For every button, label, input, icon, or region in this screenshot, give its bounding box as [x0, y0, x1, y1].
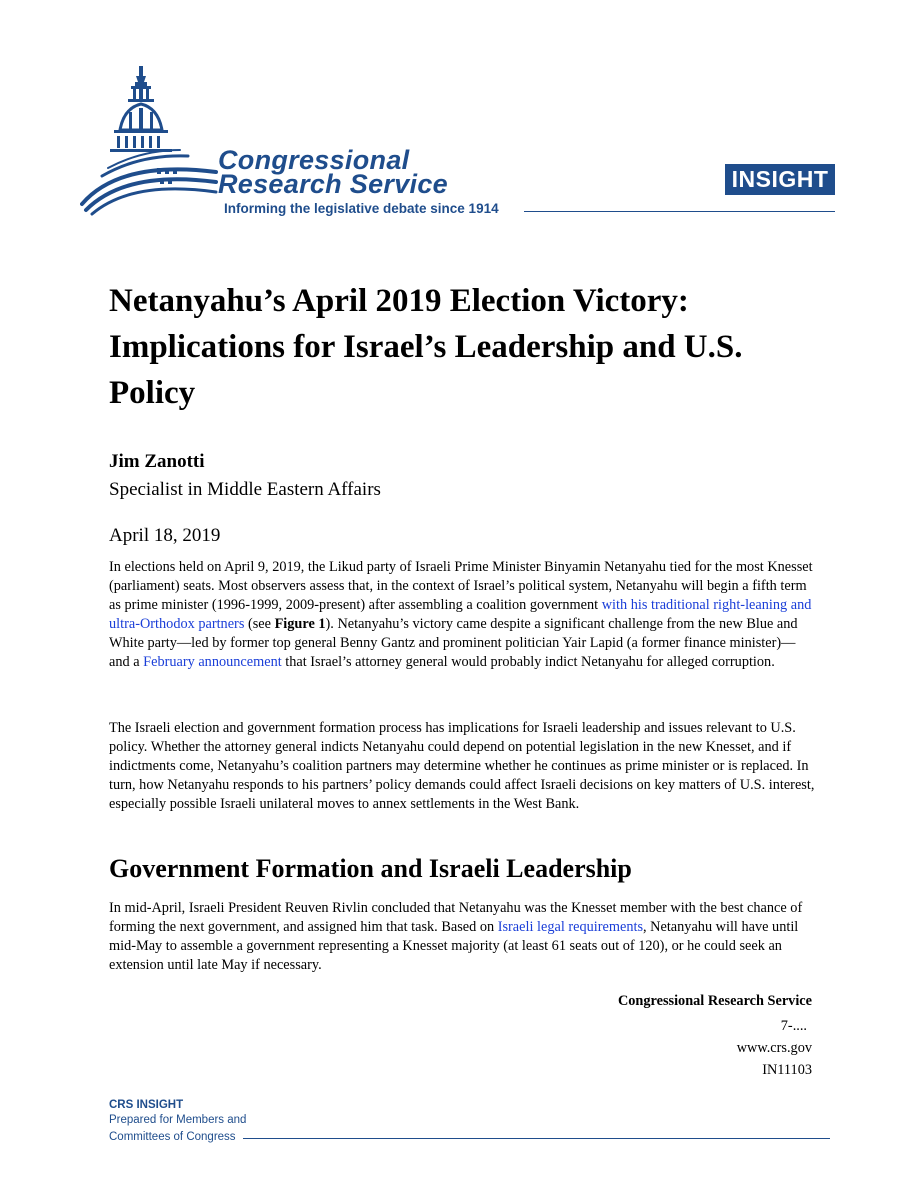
- footer-website: www.crs.gov: [736, 1040, 812, 1056]
- page-title: Netanyahu’s April 2019 Election Victory: Implications for Israel’s Leadership and U.S. Policy: [109, 283, 743, 411]
- author-role: Specialist in Middle Eastern Affairs: [109, 479, 381, 500]
- footer-doc-code: 7-....: [780, 1018, 807, 1034]
- footer-divider: [243, 1138, 830, 1139]
- paragraph-intro: [109, 558, 816, 672]
- footer-prepared-line1: Prepared for Members and: [109, 1114, 247, 1126]
- paragraph-text: In mid-April, Israeli President Reuven Rivlin concluded that Netanyahu was the Knesset member with the best chance of forming the next government, and assigned him that task. Based on: [109, 900, 803, 935]
- capitol-dome-icon: [80, 64, 222, 216]
- footer-crs-insight: CRS INSIGHT: [109, 1099, 184, 1111]
- section-heading: Government Formation and Israeli Leadership: [109, 854, 632, 883]
- footer-org-name: Congressional Research Service: [617, 993, 812, 1009]
- header-divider: [524, 211, 835, 212]
- link-coalition-partners[interactable]: with his traditional right-leaning and ultra-Orthodox partners: [109, 597, 812, 632]
- paragraph-government-formation: [109, 899, 816, 975]
- insight-badge: INSIGHT: [725, 164, 835, 195]
- link-february-announcement[interactable]: February announcement: [143, 654, 282, 670]
- footer-prepared-line2: Committees of Congress: [109, 1131, 236, 1143]
- paragraph-text: that Israel’s attorney general would probably indict Netanyahu for alleged corruption.: [281, 654, 775, 670]
- link-israeli-legal-requirements[interactable]: Israeli legal requirements: [497, 919, 644, 935]
- paragraph-implications: The Israeli election and government formation process has implications for Israeli leadership and issues relevant to U.S. policy. Whether the attorney general indicts Netanyahu could depend on potential legislation in the new Knesset, and if indictments come, Netanyahu’s coalition partners may determine whether he continues as prime minister or is replaced. In turn, how Netanyahu responds to his partners’ policy demands could affect Israeli decisions on key matters of U.S. interest, especially possible Israeli unilateral moves to annex settlements in the West Bank.: [109, 720, 815, 812]
- author-name: Jim Zanotti: [109, 451, 205, 472]
- paragraph-text: (see: [244, 616, 275, 632]
- figure-reference: Figure 1: [274, 616, 326, 632]
- brand-tagline: Informing the legislative debate since 1914: [224, 201, 499, 216]
- brand-name-line1: Congressional: [218, 145, 410, 175]
- footer-report-id: IN11103: [762, 1062, 812, 1078]
- brand-name-line2: Research Service: [218, 169, 448, 199]
- paragraph-text: In elections held on April 9, 2019, the Likud party of Israeli Prime Minister Binyamin Netanyahu tied for the most Knesset (parliament) seats. Most observers assess that, in the context of Israel’s political system, Netanyahu will begin a fifth term as prime minister (1996-1999, 2009-present) after assembling a coalition government: [109, 559, 813, 613]
- paragraph-text: ). Netanyahu’s victory came despite a significant challenge from the new Blue and White party—led by former top general Benny Gantz and prominent politician Yair Lapid (a former finance minister)—and a: [109, 616, 798, 670]
- publication-date: April 18, 2019: [109, 525, 221, 546]
- paragraph-text: , Netanyahu will have until mid-May to assemble a government representing a Knesset majority (at least 61 seats out of 120), or he could seek an extension until late May if necessary.: [109, 919, 799, 973]
